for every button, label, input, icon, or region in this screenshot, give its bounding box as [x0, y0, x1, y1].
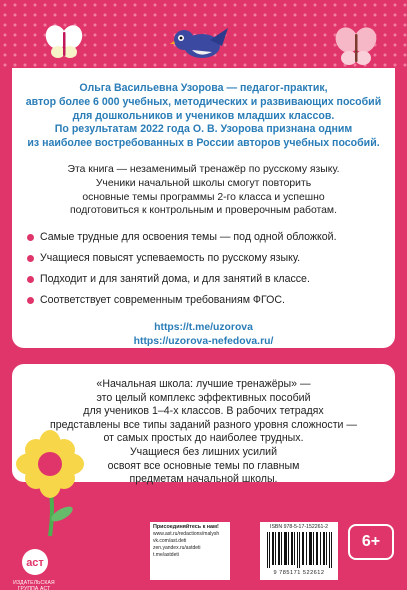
barcode-number: 9 785171 522612 — [273, 570, 325, 576]
bullet-dot-icon — [27, 297, 34, 304]
series-line: освоят все основные темы по главным — [107, 459, 300, 472]
intro-line: подготовиться к контрольным и проверочным работам. — [70, 205, 337, 217]
barcode-icon — [266, 532, 332, 568]
barcode-box — [260, 522, 338, 580]
intro-line: Эта книга — незаменимый тренажёр по русскому языку. — [67, 164, 340, 175]
info-panel — [12, 68, 395, 348]
bullet-dot-icon — [27, 276, 34, 283]
bird-icon — [170, 20, 230, 64]
intro-line: основные темы программы 2-го класса и успешно — [82, 191, 325, 203]
list-item: Самые трудные для освоения темы — под одной обложкой. — [26, 231, 385, 244]
bio-line: По результатам 2022 года О. В. Узорова признана одним — [54, 123, 353, 136]
social-link[interactable]: www.ast.ru/redactions/malysh — [153, 531, 220, 537]
social-link[interactable]: t.me/astdeti — [153, 552, 179, 558]
telegram-link[interactable]: https://t.me/uzorova — [154, 322, 253, 333]
age-rating-badge: 6+ — [348, 524, 394, 560]
list-item: Учащиеся повысят успеваемость по русскому языку. — [26, 252, 385, 265]
bio-line: из наиболее востребованных в России авторов учебных пособий. — [27, 137, 380, 150]
isbn-text: ISBN 978-5-17-152261-2 — [270, 524, 328, 530]
bio-line: Ольга Васильевна Узорова — педагог-практик, — [79, 82, 328, 94]
series-line: от самых простых до наиболее трудных. — [103, 432, 304, 445]
series-line: для учеников 1–4-х классов. В рабочих тетрадях — [83, 405, 324, 418]
series-line: представлены все типы заданий разного уровня сложности — — [49, 418, 358, 431]
social-link[interactable]: vk.com/ast.deti — [153, 538, 187, 544]
butterfly-icon — [334, 24, 378, 70]
publisher-logo-icon — [20, 548, 50, 576]
author-bio — [12, 82, 395, 151]
series-line: «Начальная школа: лучшие тренажёры» — — [96, 378, 311, 390]
bio-line: для дошкольников и учеников младших классов. — [72, 109, 335, 122]
logo-text: аст — [26, 557, 44, 569]
book-intro — [12, 163, 395, 218]
author-links — [12, 321, 395, 349]
bullet-dot-icon — [27, 234, 34, 241]
intro-line: Ученики начальной школы смогут повторить — [95, 177, 312, 189]
social-box — [150, 522, 230, 580]
list-item: Подходит и для занятий дома, и для занятий в классе. — [26, 273, 385, 286]
series-line: Учащиеся без лишних усилий — [129, 445, 278, 458]
series-line: это целый комплекс эффективных пособий — [96, 391, 311, 404]
bio-line: автор более 6 000 учебных, методических и развивающих пособий — [25, 95, 382, 108]
publisher-name: ИЗДАТЕЛЬСКАЯ ГРУППА АСТ — [13, 580, 55, 590]
social-link[interactable]: zen.yandex.ru/astdeti — [153, 545, 201, 551]
list-item: Соответствует современным требованиям ФГОС. — [26, 294, 385, 307]
join-title: Присоединяйтесь к нам! — [153, 524, 219, 530]
series-line: предметам начальной школы. — [129, 473, 278, 486]
bullet-dot-icon — [27, 255, 34, 262]
feature-list — [26, 231, 385, 315]
website-link[interactable]: https://uzorova-nefedova.ru/ — [133, 336, 274, 347]
butterfly-icon — [44, 22, 84, 62]
flower-icon — [10, 428, 90, 538]
